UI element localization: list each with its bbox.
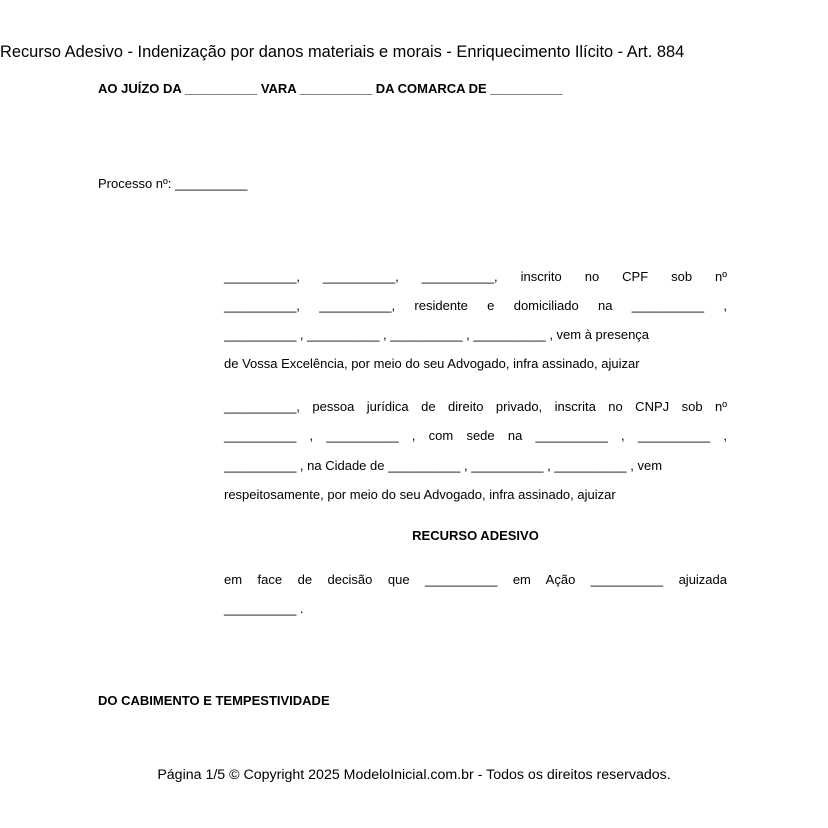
court-address-line: AO JUÍZO DA __________ VARA __________ DA COMARCA DE __________ [98,81,563,96]
action-title: RECURSO ADESIVO [412,528,539,543]
page-footer: Página 1/5 © Copyright 2025 ModeloInicial.com.br - Todos os direitos reservados. [157,767,671,783]
party2-line-3: __________ , na Cidade de __________ , __________ , __________ , vem [224,458,663,473]
process-number: Processo nº: __________ [98,176,248,191]
party2-line-4: respeitosamente, por meio do seu Advogado, infra assinado, ajuizar [224,487,616,502]
party1-line-2: __________, __________, residente e domiciliado na __________ , [224,298,727,313]
decision-line-1: em face de decisão que __________ em Ação __________ ajuizada [224,572,727,587]
document-header-title: Recurso Adesivo - Indenização por danos materiais e morais - Enriquecimento Ilícito - Art. 884 [0,43,685,61]
party1-line-1: __________, __________, __________, inscrito no CPF sob nº [224,269,727,284]
decision-line-2: __________ . [224,601,304,616]
party2-line-1: __________, pessoa jurídica de direito privado, inscrita no CNPJ sob nº [224,399,727,414]
section-title: DO CABIMENTO E TEMPESTIVIDADE [98,693,330,708]
party2-line-2: __________ , __________ , com sede na __________ , __________ , [224,428,727,443]
party1-line-4: de Vossa Excelência, por meio do seu Advogado, infra assinado, ajuizar [224,356,640,371]
party1-line-3: __________ , __________ , __________ , __________ , vem à presença [224,327,650,342]
